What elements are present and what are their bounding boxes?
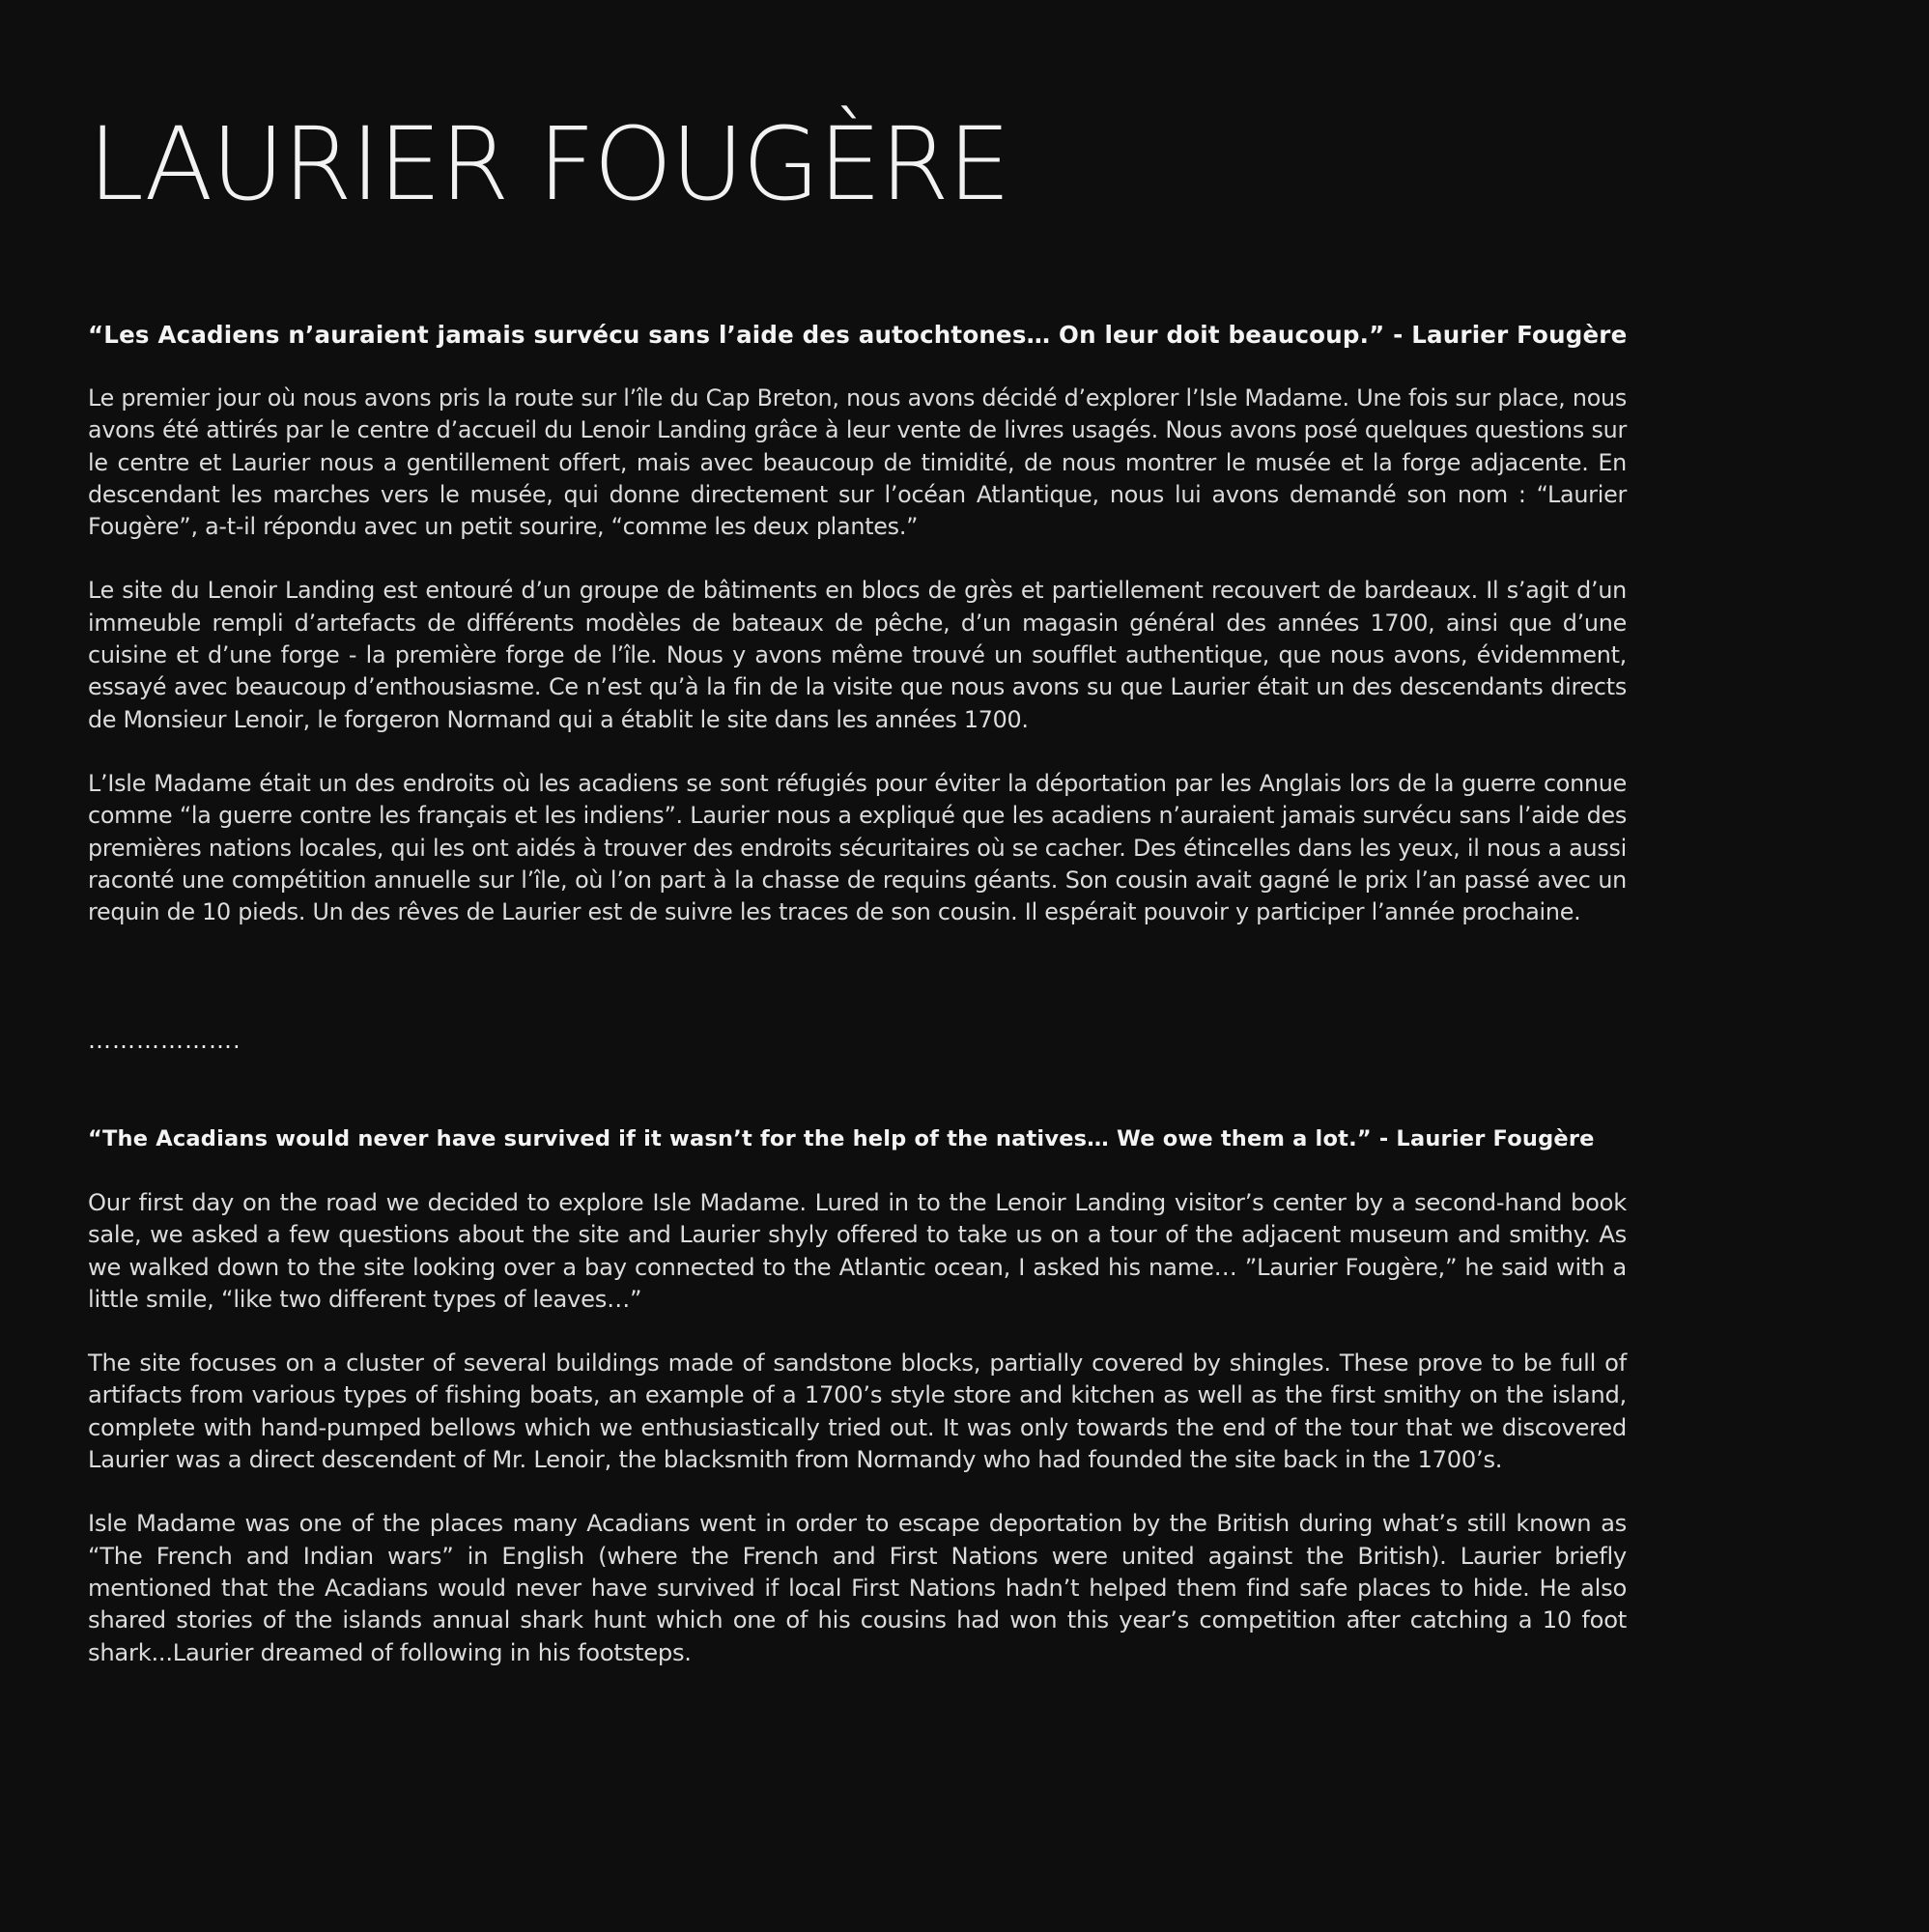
english-paragraph-1: Our first day on the road we decided to explore Isle Madame. Lured in to the Lenoir Landing visitor’s center by a second-hand book sale, we asked a few questions about the site and Laurier shyly offered to take us on a tour of the adjacent museum and smithy. As we walked down to the site looking over a bay connected to the Atlantic ocean, I asked his name… ”Laurier Fougère,” he said with a little smile, “like two different types of leaves…” bbox=[88, 1189, 1627, 1313]
spacer bbox=[88, 1476, 1627, 1508]
section-separator: ………………. bbox=[88, 1027, 241, 1054]
english-quote: “The Acadians would never have survived if it wasn’t for the help of the natives… We owe them a lot.” - Laurier Fougère bbox=[88, 1126, 1595, 1151]
english-paragraph-3: Isle Madame was one of the places many Acadians went in order to escape deportation by the British during what’s still known as “The French and Indian wars” in English (where the French and First Nations were united against the British). Laurier briefly mentioned that the Acadians would never have survived if local First Nations hadn’t helped them find safe places to hide. He also shared stories of the islands annual shark hunt which one of his cousins had won this year’s competition after catching a 10 foot shark...Laurier dreamed of following in his footsteps. bbox=[88, 1510, 1627, 1666]
english-paragraph-2: The site focuses on a cluster of several buildings made of sandstone blocks, partially covered by shingles. These prove to be full of artifacts from various types of fishing boats, an example of a 1700’s style store and kitchen as well as the first smithy on the island, complete with hand-pumped bellows which we enthusiastically tried out. It was only towards the end of the tour that we discovered Laurier was a direct descendent of Mr. Lenoir, the blacksmith from Normandy who had founded the site back in the 1700’s. bbox=[88, 1350, 1627, 1474]
french-section bbox=[88, 319, 1627, 928]
french-paragraph-2: Le site du Lenoir Landing est entouré d’un groupe de bâtiments en blocs de grès et partiellement recouvert de bardeaux. Il s’agit d’un immeuble rempli d’artefacts de différents modèles de bateaux de pêche, d’un magasin général des années 1700, ainsi que d’une cuisine et d’une forge - la première forge de l’île. Nous y avons même trouvé un soufflet authentique, que nous avons, évidemment, essayé avec beaucoup d’enthousiasme. Ce n’est qu’à la fin de la visite que nous avons su que Laurier était un des descendants directs de Monsieur Lenoir, le forgeron Normand qui a établit le site dans les années 1700. bbox=[88, 577, 1627, 733]
spacer bbox=[88, 1155, 1627, 1187]
french-quote: “Les Acadiens n’auraient jamais survécu sans l’aide des autochtones… On leur doit beaucoup.” - Laurier Fougère bbox=[88, 321, 1628, 349]
french-paragraph-1: Le premier jour où nous avons pris la route sur l’île du Cap Breton, nous avons décidé d’explorer l’Isle Madame. Une fois sur place, nous avons été attirés par le centre d’accueil du Lenoir Landing grâce à leur vente de livres usagés. Nous avons posé quelques questions sur le centre et Laurier nous a gentillement offert, mais avec beaucoup de timidité, de nous montrer le musée et la forge adjacente. En descendant les marches vers le musée, qui donne directement sur l’océan Atlantique, nous lui avons demandé son nom : “Laurier Fougère”, a-t-il répondu avec un petit sourire, “comme les deux plantes.” bbox=[88, 384, 1627, 541]
french-paragraph-3: L’Isle Madame était un des endroits où les acadiens se sont réfugiés pour éviter la déportation par les Anglais lors de la guerre connue comme “la guerre contre les français et les indiens”. Laurier nous a expliqué que les acadiens n’auraient jamais survécu sans l’aide des premières nations locales, qui les ont aidés à trouver des endroits sécuritaires où se cacher. Des étincelles dans les yeux, il nous a aussi raconté une compétition annuelle sur l’île, où l’on part à la chasse de requins géants. Son cousin avait gagné le prix l’an passé avec un requin de 10 pieds. Un des rêves de Laurier est de suivre les traces de son cousin. Il espérait pouvoir y participer l’année prochaine. bbox=[88, 769, 1627, 926]
spacer bbox=[88, 1316, 1627, 1348]
spacer bbox=[88, 351, 1627, 383]
page-title: LAURIER FOUGÈRE bbox=[88, 105, 1009, 223]
english-section bbox=[88, 1123, 1627, 1669]
spacer bbox=[88, 543, 1627, 575]
spacer bbox=[88, 736, 1627, 768]
